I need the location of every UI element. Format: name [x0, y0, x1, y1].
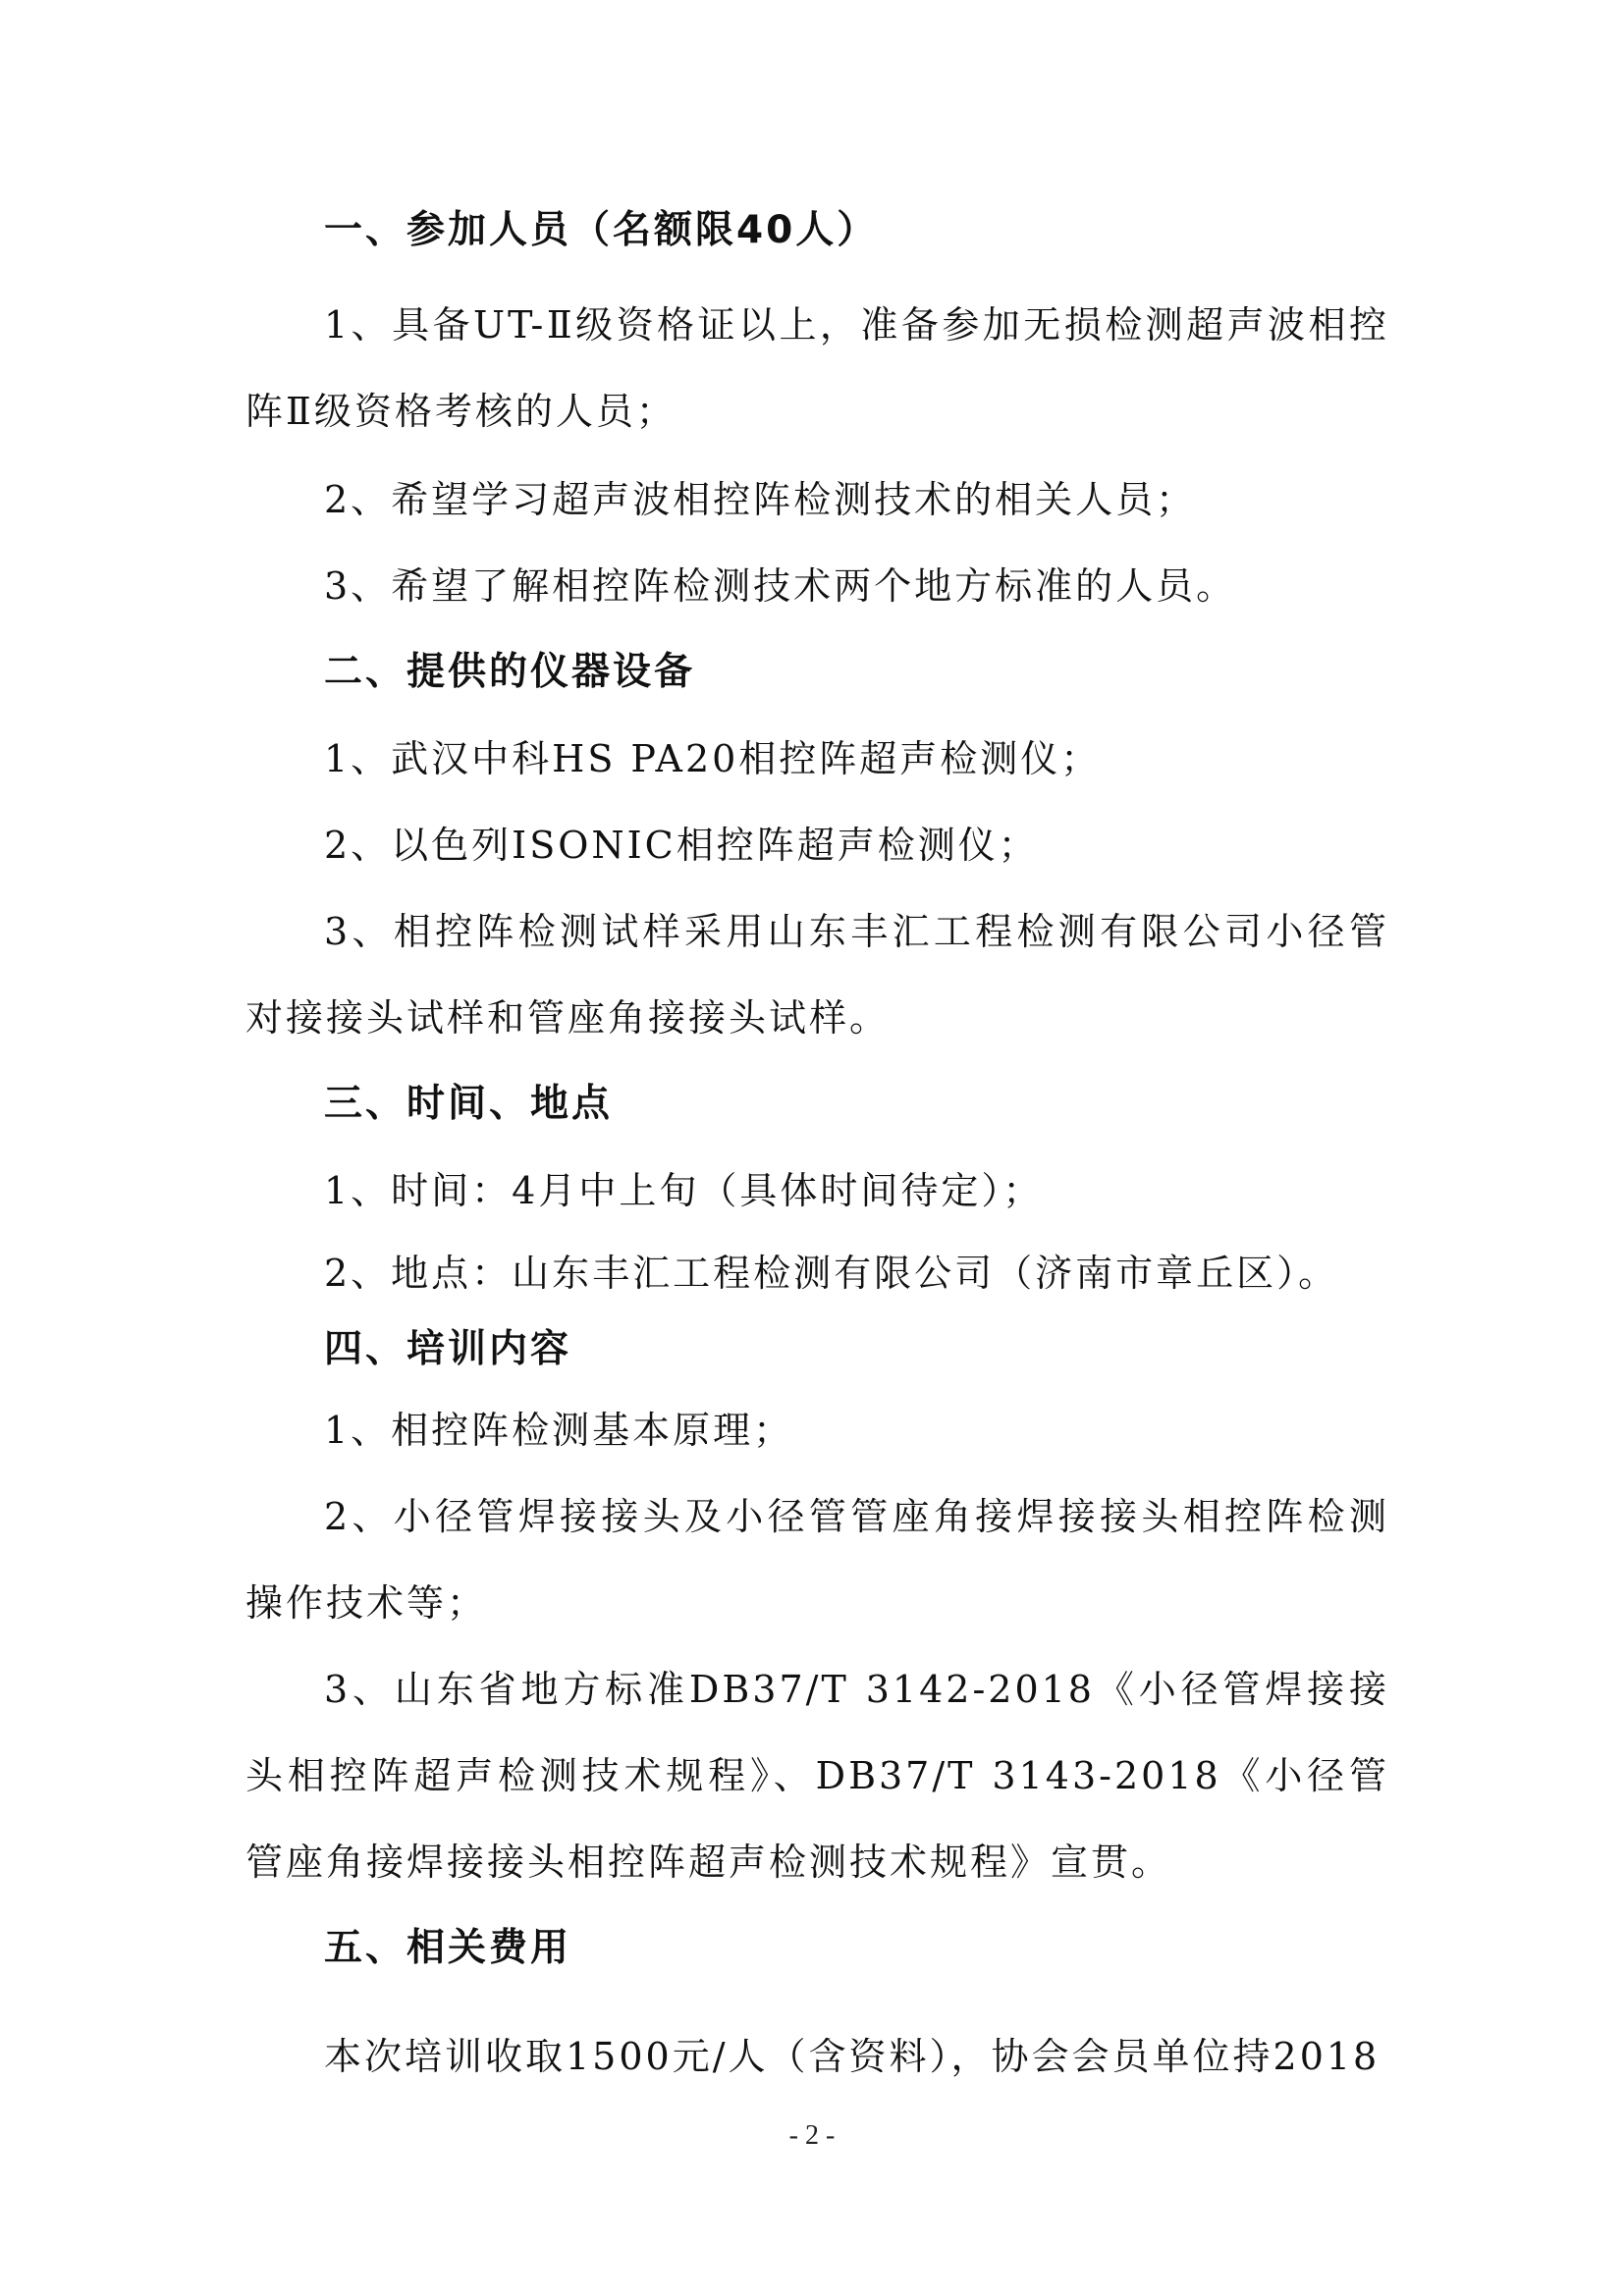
participant-item-3: 3、希望了解相控阵检测技术两个地方标准的人员。	[324, 564, 1237, 608]
content-item-2: 2、小径管焊接接头及小径管管座角接焊接接头相控阵检测操作技术等；	[245, 1495, 1389, 1625]
page-number: - 2 -	[788, 2120, 836, 2151]
time-item: 1、时间：4月中上旬（具体时间待定）；	[324, 1169, 1044, 1212]
section-heading-participants: 一、参加人员（名额限40人）	[324, 208, 879, 252]
section-heading-time-location: 三、时间、地点	[324, 1082, 614, 1126]
fees-item: 本次培训收取1500元/人（含资料），协会会员单位持2018	[324, 2035, 1380, 2078]
equipment-item-3: 3、相控阵检测试样采用山东丰汇工程检测有限公司小径管对接接头试样和管座角接接头试样。	[245, 910, 1389, 1040]
section-heading-equipment: 二、提供的仪器设备	[324, 650, 696, 694]
participant-item-1: 1、具备UT-Ⅱ级资格证以上，准备参加无损检测超声波相控阵Ⅱ级资格考核的人员；	[245, 303, 1389, 433]
participant-item-2: 2、希望学习超声波相控阵检测技术的相关人员；	[324, 478, 1197, 521]
content-item-3: 3、山东省地方标准DB37/T 3142-2018《小径管焊接接头相控阵超声检测技术规程》、DB37/T 3143-2018《小径管管座角接焊接接头相控阵超声检测技术规程》宣贯。	[245, 1668, 1389, 1884]
section-heading-fees: 五、相关费用	[324, 1926, 572, 1970]
document-body	[245, 201, 1389, 2100]
location-item: 2、地点：山东丰汇工程检测有限公司（济南市章丘区）。	[324, 1252, 1339, 1295]
content-item-1: 1、相控阵检测基本原理；	[324, 1409, 794, 1452]
equipment-item-2: 2、以色列ISONIC相控阵超声检测仪；	[324, 824, 1039, 867]
section-heading-training-content: 四、培训内容	[324, 1327, 572, 1371]
equipment-item-1: 1、武汉中科HS PA20相控阵超声检测仪；	[324, 737, 1102, 780]
